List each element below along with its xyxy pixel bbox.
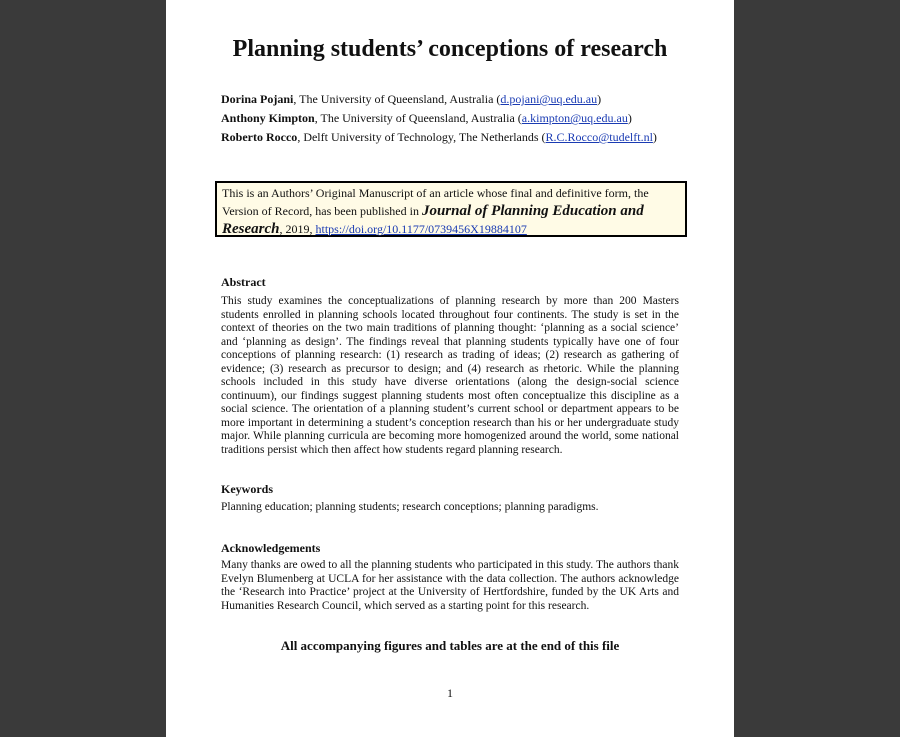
- document-page: [166, 0, 734, 737]
- page-number: 1: [447, 686, 453, 700]
- author-affiliation: , The University of Queensland, Australia (: [314, 111, 522, 125]
- paper-title: Planning students’ conceptions of research: [232, 36, 668, 62]
- author-line: Dorina Pojani, The University of Queensland, Australia (d.pojani@uq.edu.au): [221, 92, 602, 106]
- journal-name: Journal of Planning Education and Research: [222, 203, 644, 237]
- author-line: Anthony Kimpton, The University of Queensland, Australia (a.kimpton@uq.edu.au): [221, 111, 632, 125]
- keywords-text: Planning education; planning students; research conceptions; planning paradigms.: [221, 501, 599, 513]
- publication-notice-box: This is an Authors’ Original Manuscript of an article whose final and definitive form, the Version of Record, has been published in Journal of Planning Education and Research, 2019, https://doi.org/10.1177/0739456X19884107: [215, 181, 687, 237]
- author-affiliation: , Delft University of Technology, The Netherlands (: [297, 130, 546, 144]
- author-email-link[interactable]: R.C.Rocco@tudelft.nl: [545, 130, 653, 144]
- author-name: Roberto Rocco: [221, 130, 298, 144]
- author-name: Dorina Pojani: [221, 92, 294, 106]
- acknowledgements-heading: Acknowledgements: [221, 541, 321, 555]
- doi-link[interactable]: https://doi.org/10.1177/0739456X19884107: [315, 222, 527, 236]
- abstract-heading: Abstract: [221, 275, 266, 289]
- author-affiliation: , The University of Queensland, Australia (: [293, 92, 501, 106]
- keywords-heading: Keywords: [221, 482, 273, 496]
- author-list: [221, 90, 657, 147]
- author-email-link[interactable]: a.kimpton@uq.edu.au: [521, 111, 628, 125]
- author-email-link[interactable]: d.pojani@uq.edu.au: [500, 92, 598, 106]
- author-line: Roberto Rocco, Delft University of Technology, The Netherlands (R.C.Rocco@tudelft.nl): [221, 130, 657, 144]
- abstract-text: This study examines the conceptualizations of planning research by more than 200 Masters students enrolled in planning schools located throughout four continents. The study is set in the context of theories on the two main traditions of planning thought: ‘planning as a social science’ and ‘planning as design’. The findings reveal that planning students typically have one of four conceptions of planning research: (1) research as trading of ideas; (2) research as gathering of evidence; (3) research as precursor to design; and (4) research as rhetoric. While the planning schools included in this study have diverse orientations (along the design-social science continuum), our findings suggest planning students most often conceptualize this discipline as a social science. The orientation of a planning student’s current school or department appears to be more important in determining a student’s conception research than his or her undergraduate study major. While planning curricula are becoming more homogenized around the world, some national traditions persist which then affect how students regard planning research.: [221, 295, 679, 456]
- notice-text: This is an Authors’ Original Manuscript of an article whose final and definitive form, the Version of Record, has been published in: [222, 186, 649, 218]
- acknowledgements-text: Many thanks are owed to all the planning students who participated in this study. The authors thank Evelyn Blumenberg at UCLA for her assistance with the data collection. The authors acknowledge the ‘Research into Practice’ project at the University of Hertfordshire, funded by the UK Arts and Humanities Research Council, which served as a starting point for this research.: [221, 559, 679, 612]
- figures-note: All accompanying figures and tables are at the end of this file: [280, 638, 620, 653]
- author-name: Anthony Kimpton: [221, 111, 315, 125]
